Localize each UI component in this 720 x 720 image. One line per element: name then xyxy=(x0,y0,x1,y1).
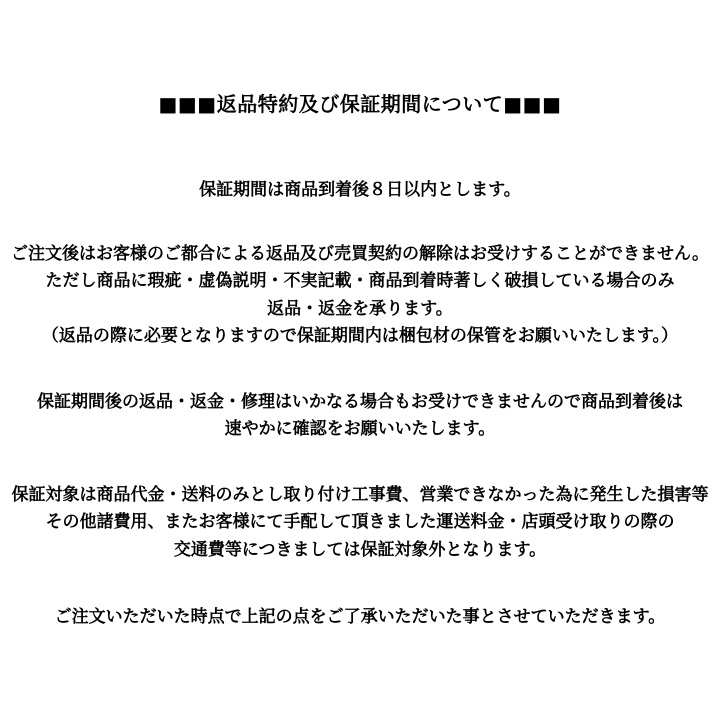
text-line: 保証期間後の返品・返金・修理はいかなる場合もお受けできませんので商品到着後は xyxy=(37,391,683,412)
text-line: 保証期間は商品到着後８日以内とします。 xyxy=(199,180,521,200)
text-line: （返品の際に必要となりますので保証期間内は梱包材の保管をお願いいたします。） xyxy=(41,326,679,347)
text-line: 速やかに確認をお願いいたします。 xyxy=(224,419,496,440)
section-coverage xyxy=(0,482,720,565)
text-line: その他諸費用、またお客様にて手配して頂きました運送料金・店頭受け取りの際の xyxy=(45,512,675,533)
section-cancellation xyxy=(0,241,720,351)
section-warranty-period xyxy=(0,177,720,205)
text-line: ご注文いただいた時点で上記の点をご了承いただいた事とさせていただきます。 xyxy=(54,607,666,628)
text-line: ただし商品に瑕疵・虚偽説明・不実記載・商品到着時著しく破損している場合のみ xyxy=(45,271,675,292)
section-consent xyxy=(0,604,720,632)
text-line: 交通費等につきましては保証対象外となります。 xyxy=(173,539,547,560)
text-line: ご注文後はお客様のご都合による返品及び売買契約の解除はお受けすることができません。 xyxy=(10,243,710,264)
page-title: ■■■返品特約及び保証期間について■■■ xyxy=(158,92,562,116)
text-line: 保証対象は商品代金・送料のみとし取り付け工事費、営業できなかった為に発生した損害等 xyxy=(11,484,709,505)
section-after-warranty xyxy=(0,389,720,444)
text-line: 返品・返金を承ります。 xyxy=(267,298,453,319)
